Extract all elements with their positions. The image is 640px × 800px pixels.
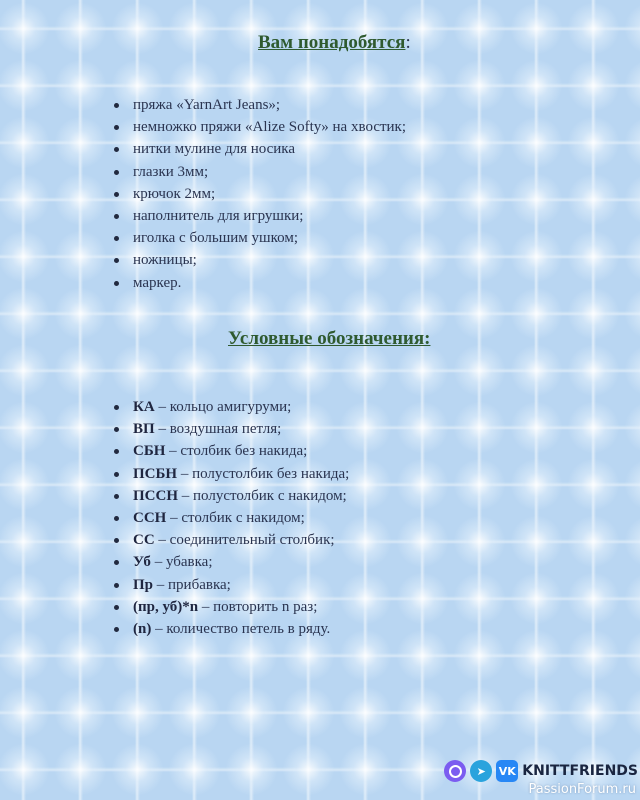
- legend-abbr: ПСБН: [133, 465, 178, 482]
- max-icon: [444, 760, 466, 782]
- list-item: глазки 3мм;: [112, 161, 406, 183]
- legend-abbr: ССН: [133, 509, 167, 526]
- legend-text: – убавка;: [150, 554, 213, 571]
- legend-list: [112, 396, 349, 640]
- legend-abbr: (n): [133, 620, 152, 637]
- legend-abbr: КА: [133, 399, 155, 415]
- legend-item: [112, 529, 349, 551]
- legend-text: – полустолбик с накидом;: [178, 487, 347, 504]
- telegram-icon: ➤: [470, 760, 492, 782]
- legend-text: – соединительный столбик;: [154, 532, 335, 549]
- list-item: крючок 2мм;: [112, 183, 406, 205]
- legend-text: – полустолбик без накида;: [177, 465, 350, 482]
- legend-item: [112, 551, 349, 573]
- list-item: иголка с большим ушком;: [112, 227, 406, 249]
- legend-item: [112, 418, 349, 440]
- brand-name: KNITTFRIENDS: [522, 763, 638, 779]
- site-watermark: PassionForum.ru: [528, 782, 636, 797]
- list-item: немножко пряжи «Alize Softy» на хвостик;: [112, 116, 406, 138]
- watermark: [444, 760, 638, 782]
- materials-heading: Вам понадобятся:: [258, 32, 411, 53]
- legend-item: [112, 574, 349, 596]
- legend-abbr: ВП: [133, 421, 155, 438]
- legend-item: [112, 596, 349, 618]
- legend-abbr: СС: [133, 532, 155, 549]
- legend-text: – столбик с накидом;: [166, 509, 305, 526]
- legend-item: [112, 485, 349, 507]
- legend-text: – количество петель в ряду.: [151, 620, 331, 637]
- legend-item: [112, 463, 349, 485]
- list-item: пряжа «YarnArt Jeans»;: [112, 94, 406, 116]
- legend-item: [112, 396, 349, 418]
- legend-text: – кольцо амигуруми;: [154, 399, 292, 415]
- legend-item: [112, 507, 349, 529]
- legend-abbr: Уб: [133, 554, 151, 571]
- legend-abbr: ПССН: [133, 487, 178, 504]
- legend-text: – повторить n раз;: [198, 598, 318, 615]
- materials-list: [112, 94, 406, 294]
- list-item: нитки мулине для носика: [112, 138, 406, 160]
- list-item: наполнитель для игрушки;: [112, 205, 406, 227]
- legend-text: – воздушная петля;: [154, 421, 282, 438]
- legend-abbr: (пр, уб)*n: [133, 598, 199, 615]
- legend-text: – столбик без накида;: [165, 443, 308, 460]
- legend-abbr: Пр: [133, 576, 154, 593]
- legend-text: – прибавка;: [153, 576, 231, 593]
- list-item: маркер.: [112, 272, 406, 294]
- list-item: ножницы;: [112, 249, 406, 271]
- legend-item: [112, 618, 349, 640]
- vk-icon: VK: [496, 760, 518, 782]
- legend-heading: Условные обозначения:: [228, 328, 431, 349]
- legend-abbr: СБН: [133, 443, 166, 460]
- legend-item: [112, 440, 349, 462]
